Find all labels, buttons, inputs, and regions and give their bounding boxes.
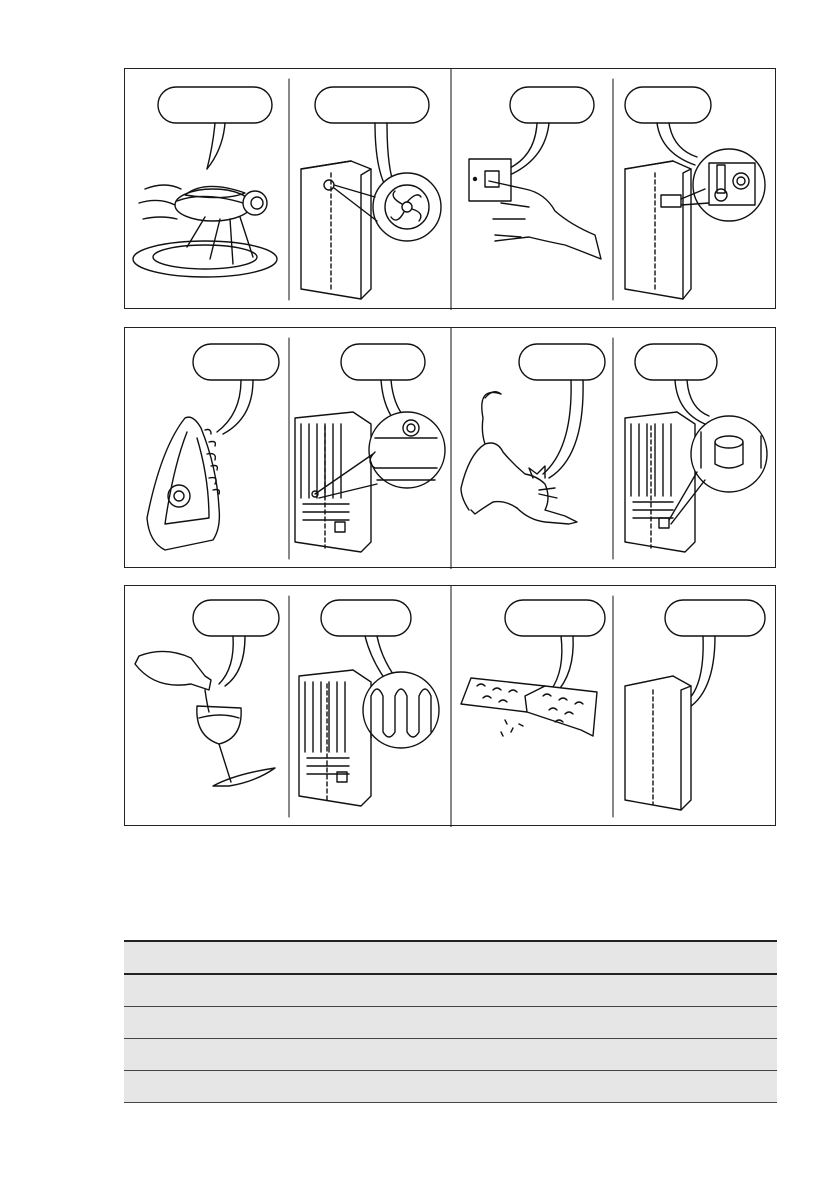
- callout-bubble-3: [503, 87, 594, 177]
- panel-3-illustrations: [125, 586, 777, 827]
- fridge-coil-icon: [295, 412, 445, 552]
- callout-bubble-7: [519, 344, 605, 478]
- callout-bubble-5: [193, 344, 279, 434]
- fly-icon: [133, 185, 277, 277]
- wine-pouring-icon: [135, 651, 275, 786]
- fridge-thermostat-icon: [625, 149, 765, 299]
- callout-bubble-1: [158, 87, 272, 169]
- fridge-compressor-icon: [625, 412, 767, 552]
- sound-panel-2: [124, 327, 776, 568]
- fridge-body-icon: [625, 676, 691, 810]
- callout-bubble-11: [505, 600, 605, 694]
- data-table: [124, 940, 777, 1103]
- panel-2-illustrations: [125, 328, 777, 569]
- callout-bubble-10: [321, 600, 411, 682]
- fridge-fan-icon: [301, 161, 441, 299]
- hand-switch-icon: [469, 159, 601, 259]
- table-header-row: [124, 940, 777, 975]
- callout-bubble-9: [193, 600, 279, 686]
- table-row: [124, 975, 777, 1007]
- panel-1-illustrations: [125, 69, 777, 310]
- fridge-condenser-icon: [299, 670, 439, 806]
- table-row: [124, 1039, 777, 1071]
- cracking-ice-block-icon: [461, 678, 597, 736]
- sound-panel-1: [124, 68, 776, 309]
- sound-panel-3: [124, 585, 776, 826]
- cat-stretching-icon: [461, 392, 577, 524]
- table-row: [124, 1007, 777, 1039]
- callout-bubble-4: [625, 87, 711, 165]
- steam-iron-icon: [147, 417, 219, 550]
- table-row: [124, 1071, 777, 1103]
